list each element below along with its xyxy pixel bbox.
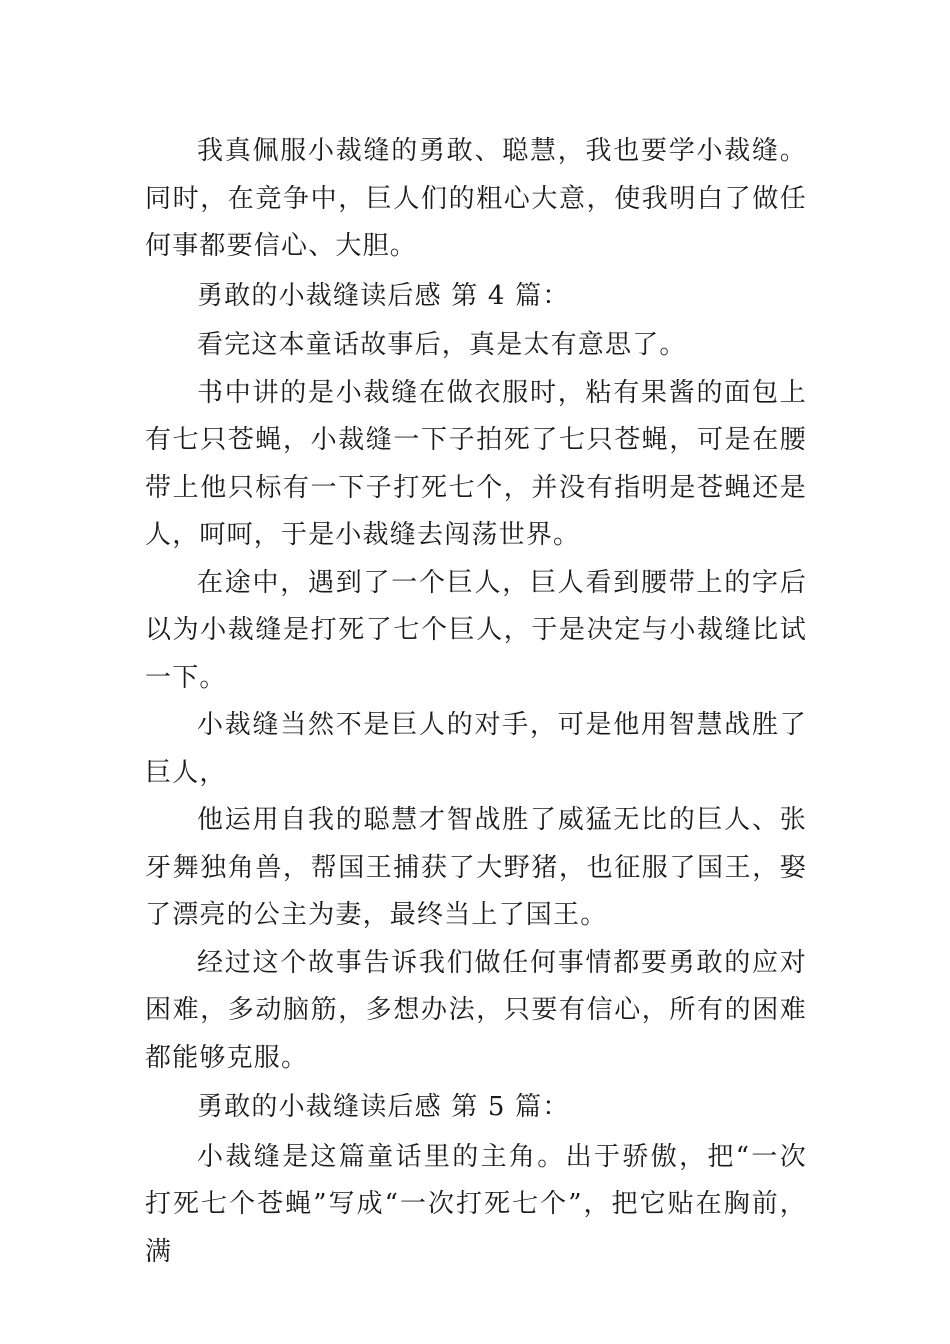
paragraph-8: 小裁缝是这篇童话里的主角。出于骄傲，把“一次打死七个苍蝇”写成“一次打死七个”，把它贴在胸前，满: [145, 1141, 807, 1267]
paragraph-4: 在途中，遇到了一个巨人，巨人看到腰带上的字后以为小裁缝是打死了七个巨人，于是决定与小裁缝比试一下。: [145, 567, 807, 693]
paragraph-2: 看完这本童话故事后，真是太有意思了。: [197, 330, 687, 360]
paragraph-6: 他运用自我的聪慧才智战胜了威猛无比的巨人、张牙舞独角兽，帮国王捕获了大野猪，也征服了国王，娶了漂亮的公主为妻，最终当上了国王。: [145, 805, 807, 930]
section-heading-5: 勇敢的小裁缝读后感 第 5 篇：: [197, 1092, 570, 1122]
paragraph-1: 我真佩服小裁缝的勇敢、聪慧，我也要学小裁缝。同时，在竞争中，巨人们的粗心大意，使我明白了做任何事都要信心、大胆。: [145, 136, 807, 261]
section-heading-4: 勇敢的小裁缝读后感 第 4 篇：: [197, 280, 570, 311]
document-body: [145, 128, 807, 1276]
paragraph-3: 书中讲的是小裁缝在做衣服时，粘有果酱的面包上有七只苍蝇，小裁缝一下子拍死了七只苍蝇，可是在腰带上他只标有一下子打死七个，并没有指明是苍蝇还是人，呵呵，于是小裁缝去闯荡世界。: [145, 377, 807, 550]
paragraph-5: 小裁缝当然不是巨人的对手，可是他用智慧战胜了巨人，: [145, 710, 807, 788]
paragraph-7: 经过这个故事告诉我们做任何事情都要勇敢的应对困难，多动脑筋，多想办法，只要有信心，所有的困难都能够克服。: [145, 947, 807, 1073]
